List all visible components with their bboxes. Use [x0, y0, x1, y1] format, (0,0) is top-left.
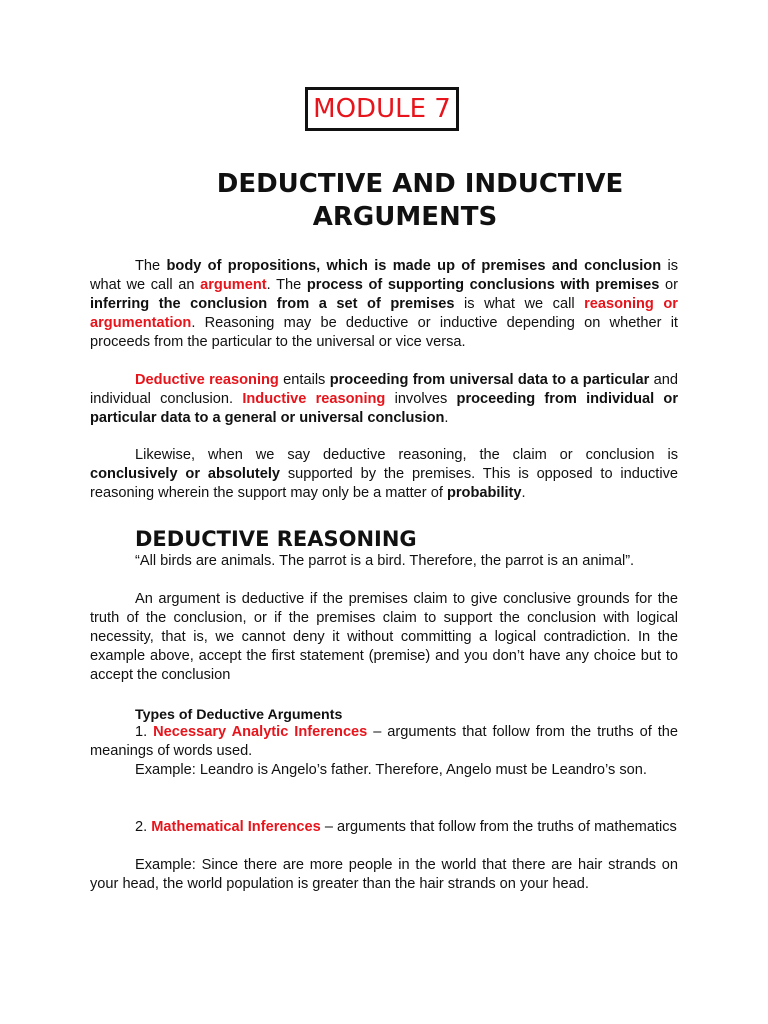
definition-paragraph: An argument is deductive if the premises claim to give conclusive grounds for the truth of the conclusion, or if the premises claim to support the conclusion with logical necessity, that is, we cannot deny it without committing a logical contradiction. In the example above, accept the first statement (premise) and you don’t have any choice but to accept the conclusion [90, 591, 678, 683]
term-argument: argument [200, 277, 267, 293]
deductive-inductive-paragraph: Deductive reasoning entails proceeding from universal data to a particular and individual conclusion. Inductive reasoning involves proceeding from individual or particular data to a general or universal conclusion. [90, 372, 679, 426]
type2-paragraph: 2. Mathematical Inferences – arguments that follow from the truths of mathematics [135, 819, 677, 835]
page-title [150, 168, 660, 234]
term-deductive: Deductive reasoning [135, 372, 279, 388]
type1-paragraph: 1. Necessary Analytic Inferences – arguments that follow from the truths of the meanings of words used. [90, 724, 678, 759]
type1-example: Example: Leandro is Angelo’s father. Therefore, Angelo must be Leandro’s son. [135, 762, 647, 778]
page-title-line1: DEDUCTIVE AND INDUCTIVE [216, 169, 624, 199]
types-heading: Types of Deductive Arguments [135, 707, 343, 723]
intro-paragraph: The body of propositions, which is made up of premises and conclusion is what we call an argument. The process of supporting conclusions with premises or inferring the conclusion from a set of premises is what we call reasoning or argumentation. Reasoning may be deductive or inductive depending on whether it proceeds from the particular to the universal or vice versa. [90, 258, 679, 350]
likewise-paragraph: Likewise, when we say deductive reasoning, the claim or conclusion is conclusively or absolutely supported by the premises. This is opposed to inductive reasoning wherein the support may only be a matter of probability. [90, 447, 678, 501]
term-inductive: Inductive reasoning [242, 391, 386, 407]
section-heading: DEDUCTIVE REASONING [135, 527, 417, 551]
type1-name: Necessary Analytic Inferences [153, 724, 368, 740]
type2-name: Mathematical Inferences [151, 819, 321, 835]
page-title-line2: ARGUMENTS [312, 202, 498, 232]
term-reasoning: reasoning or argumentation [90, 296, 678, 331]
module-label: MODULE 7 [305, 87, 459, 131]
type2-example: Example: Since there are more people in the world that there are hair strands on your head, the world population is greater than the hair strands on your head. [90, 857, 678, 892]
quote-paragraph: “All birds are animals. The parrot is a bird. Therefore, the parrot is an animal”. [135, 553, 635, 569]
